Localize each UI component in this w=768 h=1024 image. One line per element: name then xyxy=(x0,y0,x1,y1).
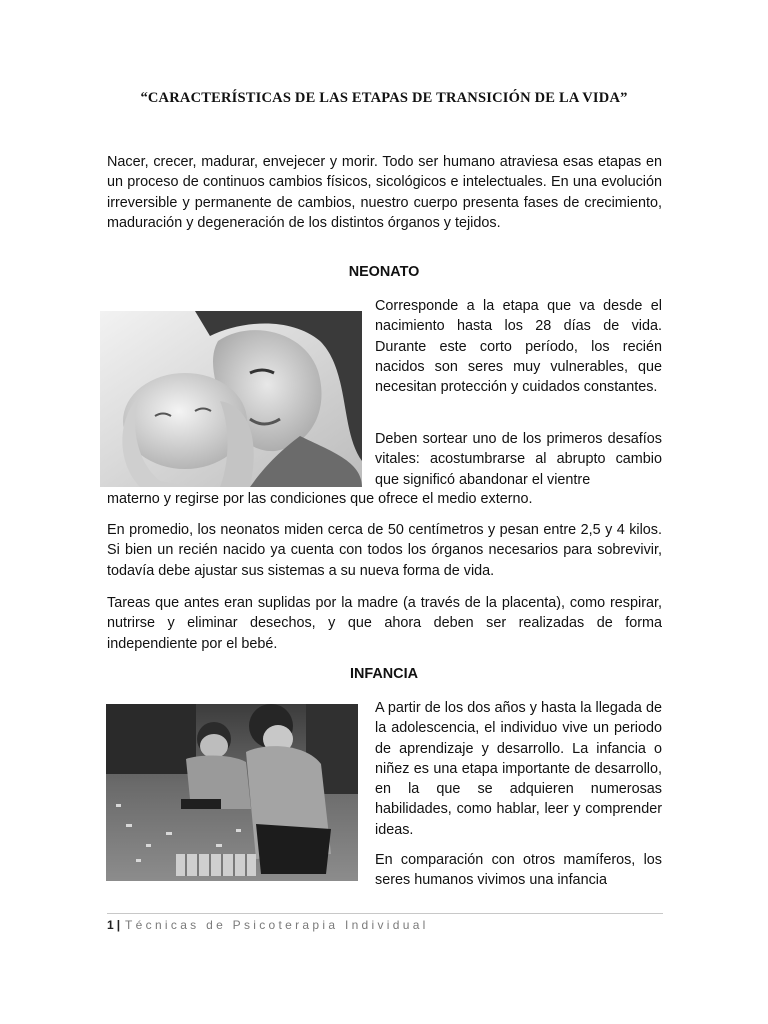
infancia-paragraph-2: En comparación con otros mamíferos, los seres humanos vivimos una infancia xyxy=(375,852,662,889)
footer-separator: | xyxy=(116,918,121,932)
section-heading-neonato: NEONATO xyxy=(348,264,420,280)
footer-course-label: Técnicas de Psicoterapia Individual xyxy=(125,918,429,932)
children-playing-photo xyxy=(106,704,358,881)
infancia-paragraph-1: A partir de los dos años y hasta la llegada de la adolescencia, el individuo vive un periodo de aprendizaje y desarrollo. La infancia o niñez es una etapa importante de desarrollo, en la que se adquieren numerosas habilidades, como hablar, leer y comprender ideas. xyxy=(375,700,662,838)
intro-paragraph: Nacer, crecer, madurar, envejecer y morir. Todo ser humano atraviesa esas etapas en un proceso de continuos cambios físicos, sicológicos e intelectuales. En una evolución irreversible y permanente de cambios, nuestro cuerpo presenta fases de crecimiento, maduración y degeneración de los distintos órganos y tejidos. xyxy=(107,154,662,231)
neonato-paragraph-2-continued: materno y regirse por las condiciones que ofrece el medio externo. xyxy=(107,491,533,507)
page-footer xyxy=(107,918,429,932)
mother-baby-photo xyxy=(100,311,362,487)
neonato-paragraph-3: En promedio, los neonatos miden cerca de 50 centímetros y pesan entre 2,5 y 4 kilos. Si bien un recién nacido ya cuenta con todos los órganos necesarios para sobrevivir, todavía debe ajustar sus sistemas a su nueva forma de vida. xyxy=(107,522,662,579)
section-heading-infancia: INFANCIA xyxy=(350,666,418,682)
document-title: “CARACTERÍSTICAS DE LAS ETAPAS DE TRANSICIÓN DE LA VIDA” xyxy=(140,90,628,106)
neonato-paragraph-4: Tareas que antes eran suplidas por la madre (a través de la placenta), como respirar, nutrirse y eliminar desechos, y que ahora deben ser realizadas de forma independiente por el bebé. xyxy=(107,595,662,652)
page-number: 1 xyxy=(107,918,114,932)
neonato-paragraph-1: Corresponde a la etapa que va desde el nacimiento hasta los 28 días de vida. Durante este corto período, los recién nacidos son seres muy vulnerables, que necesitan protección y cuidados constantes. xyxy=(375,298,662,396)
neonato-paragraph-2: Deben sortear uno de los primeros desafíos vitales: acostumbrarse al abrupto cambio que significó abandonar el vientre xyxy=(375,431,662,488)
footer-divider xyxy=(107,913,663,914)
